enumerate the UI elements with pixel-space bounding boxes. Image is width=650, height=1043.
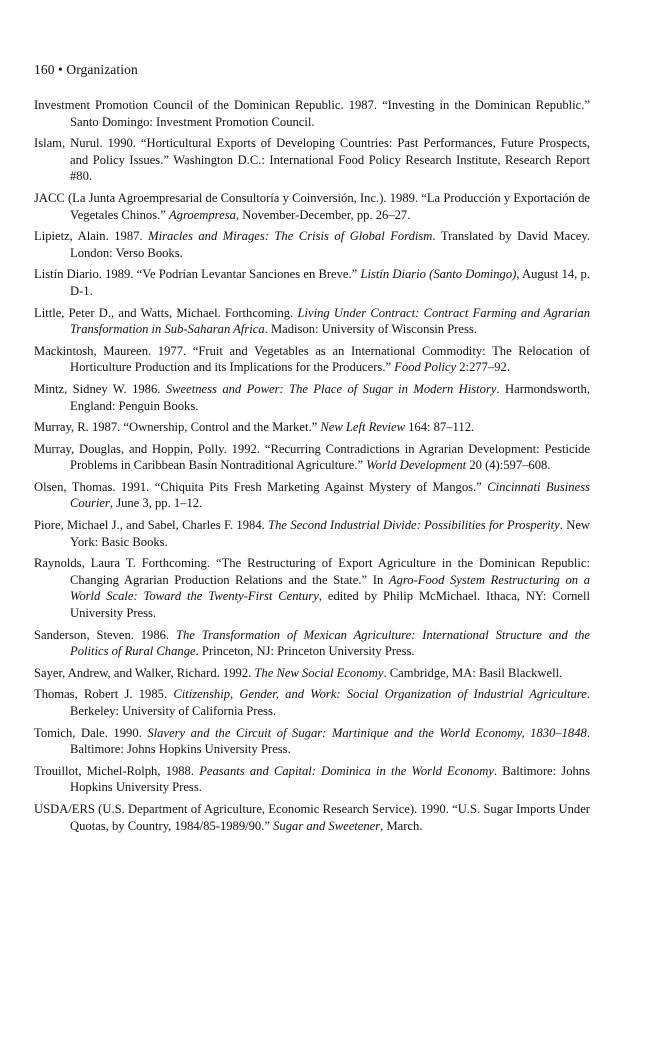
- reference-list: [34, 97, 590, 839]
- reference-entry: [34, 441, 590, 474]
- reference-text: Thomas, Robert J. 1985.: [34, 687, 174, 702]
- reference-text: , August 14, p. D-1.: [70, 267, 590, 298]
- reference-text: . Madison: University of Wisconsin Press.: [264, 322, 477, 337]
- reference-entry: [34, 763, 590, 796]
- reference-text: , June 3, pp. 1–12.: [109, 496, 203, 511]
- reference-entry: [34, 190, 590, 223]
- reference-italic-title: Cincinnati Business Courier: [70, 479, 590, 511]
- reference-entry: [34, 725, 590, 758]
- reference-entry: [34, 266, 590, 299]
- reference-text: , March.: [380, 818, 423, 833]
- reference-italic-title: Food Policy: [394, 360, 457, 375]
- reference-entry: [34, 627, 590, 660]
- reference-italic-title: Listín Diario (Santo Domingo): [360, 267, 517, 282]
- reference-italic-title: Sugar and Sweetener: [273, 818, 381, 833]
- reference-italic-title: Citizenship, Gender, and Work: Social Organization of Industrial Agriculture: [173, 687, 587, 702]
- reference-entry: [34, 381, 590, 414]
- reference-text: . New York: Basic Books.: [70, 518, 591, 549]
- reference-italic-title: Agroempresa: [168, 207, 236, 222]
- reference-text: 164: 87–112.: [404, 420, 475, 435]
- reference-entry: [34, 228, 590, 261]
- reference-italic-title: The Transformation of Mexican Agriculture: International Structure and the Politics of Rural Change: [70, 627, 590, 659]
- reference-entry: [34, 517, 590, 550]
- header-bullet: •: [58, 62, 63, 77]
- reference-entry: [34, 665, 590, 682]
- reference-text: . Princeton, NJ: Princeton University Press.: [195, 644, 415, 659]
- reference-italic-title: New Left Review: [320, 420, 405, 435]
- reference-italic-title: Sweetness and Power: The Place of Sugar in Modern History: [165, 381, 497, 396]
- reference-entry: [34, 97, 590, 130]
- reference-text: . Cambridge, MA: Basil Blackwell.: [383, 665, 563, 680]
- reference-text: Murray, Douglas, and Hoppin, Polly. 1992. “Recurring Contradictions in Agrarian Development: Pesticide Problems in Caribbean Basin Nontraditional Agriculture.”: [34, 441, 590, 473]
- reference-text: USDA/ERS (U.S. Department of Agriculture, Economic Research Service). 1990. “U.S. Sugar Imports Under Quotas, by Country, 1984/85-1989/90.”: [34, 801, 590, 833]
- reference-italic-title: Miracles and Mirages: The Crisis of Global Fordism: [148, 229, 433, 244]
- reference-entry: [34, 555, 590, 621]
- reference-text: Investment Promotion Council of the Dominican Republic. 1987. “Investing in the Dominican Republic.” Santo Domingo: Investment Promotion Council.: [34, 98, 590, 129]
- reference-italic-title: World Development: [366, 458, 467, 473]
- reference-text: . Berkeley: University of California Press.: [70, 687, 590, 718]
- reference-text: . Baltimore: Johns Hopkins University Press.: [70, 763, 591, 795]
- reference-text: 2:277–92.: [456, 360, 510, 375]
- reference-text: Olsen, Thomas. 1991. “Chiquita Pits Fresh Marketing Against Mystery of Mangos.”: [34, 479, 488, 494]
- reference-text: Murray, R. 1987. “Ownership, Control and the Market.”: [34, 420, 321, 435]
- reference-italic-title: Living Under Contract: Contract Farming and Agrarian Transformation in Sub-Saharan Africa: [70, 305, 590, 337]
- reference-text: Raynolds, Laura T. Forthcoming. “The Restructuring of Export Agriculture in the Dominican Republic: Changing Agrarian Production Relations and the State.” In: [34, 556, 590, 587]
- reference-entry: [34, 479, 590, 512]
- reference-text: Sanderson, Steven. 1986.: [34, 627, 176, 642]
- reference-text: Piore, Michael J., and Sabel, Charles F. 1984.: [34, 518, 269, 533]
- reference-text: Islam, Nurul. 1990. “Horticultural Exports of Developing Countries: Past Performances, Future Prospects, and Policy Issues.” Washington D.C.: International Food Policy Research Institute, Research Report #80.: [34, 136, 590, 184]
- reference-italic-title: The Second Industrial Divide: Possibilities for Prosperity: [268, 518, 560, 533]
- reference-text: , edited by Philip McMichael. Ithaca, NY: Cornell University Press.: [70, 589, 590, 621]
- reference-text: Mackintosh, Maureen. 1977. “Fruit and Vegetables as an International Commodity: The Relocation of Horticulture Production and its Implications for the Producers.”: [34, 343, 590, 375]
- running-header: [34, 62, 138, 78]
- reference-text: JACC (La Junta Agroempresarial de Consultoría y Coinversión, Inc.). 1989. “La Producción y Exportación de Vegetales Chinos.”: [34, 190, 590, 222]
- reference-text: Little, Peter D., and Watts, Michael. Forthcoming.: [34, 305, 298, 320]
- reference-text: . Harmondsworth, England: Penguin Books.: [70, 381, 591, 413]
- reference-text: Tomich, Dale. 1990.: [34, 725, 148, 740]
- reference-text: Listín Diario. 1989. “Ve Podrían Levantar Sanciones en Breve.”: [34, 267, 361, 282]
- reference-entry: [34, 419, 590, 436]
- reference-text: Lipietz, Alain. 1987.: [34, 229, 149, 244]
- reference-text: . Translated by David Macey. London: Verso Books.: [70, 229, 590, 260]
- reference-text: Mintz, Sidney W. 1986.: [34, 381, 166, 396]
- reference-text: . Baltimore: Johns Hopkins University Press.: [70, 725, 590, 757]
- reference-italic-title: Peasants and Capital: Dominica in the World Economy: [199, 763, 494, 778]
- reference-entry: [34, 343, 590, 376]
- page-number: 160: [34, 62, 55, 77]
- reference-italic-title: The New Social Economy: [254, 665, 384, 680]
- reference-italic-title: Slavery and the Circuit of Sugar: Martinique and the World Economy, 1830–1848: [147, 725, 587, 740]
- reference-entry: [34, 135, 590, 185]
- reference-text: 20 (4):597–608.: [466, 458, 551, 473]
- reference-entry: [34, 305, 590, 338]
- reference-text: , November-December, pp. 26–27.: [235, 207, 411, 222]
- reference-entry: [34, 801, 590, 834]
- section-title: Organization: [66, 62, 138, 77]
- reference-italic-title: Agro-Food System Restructuring on a World Scale: Toward the Twenty-First Century: [70, 572, 590, 604]
- reference-entry: [34, 686, 590, 719]
- reference-text: Sayer, Andrew, and Walker, Richard. 1992.: [34, 665, 255, 680]
- reference-text: Trouillot, Michel-Rolph, 1988.: [34, 763, 200, 778]
